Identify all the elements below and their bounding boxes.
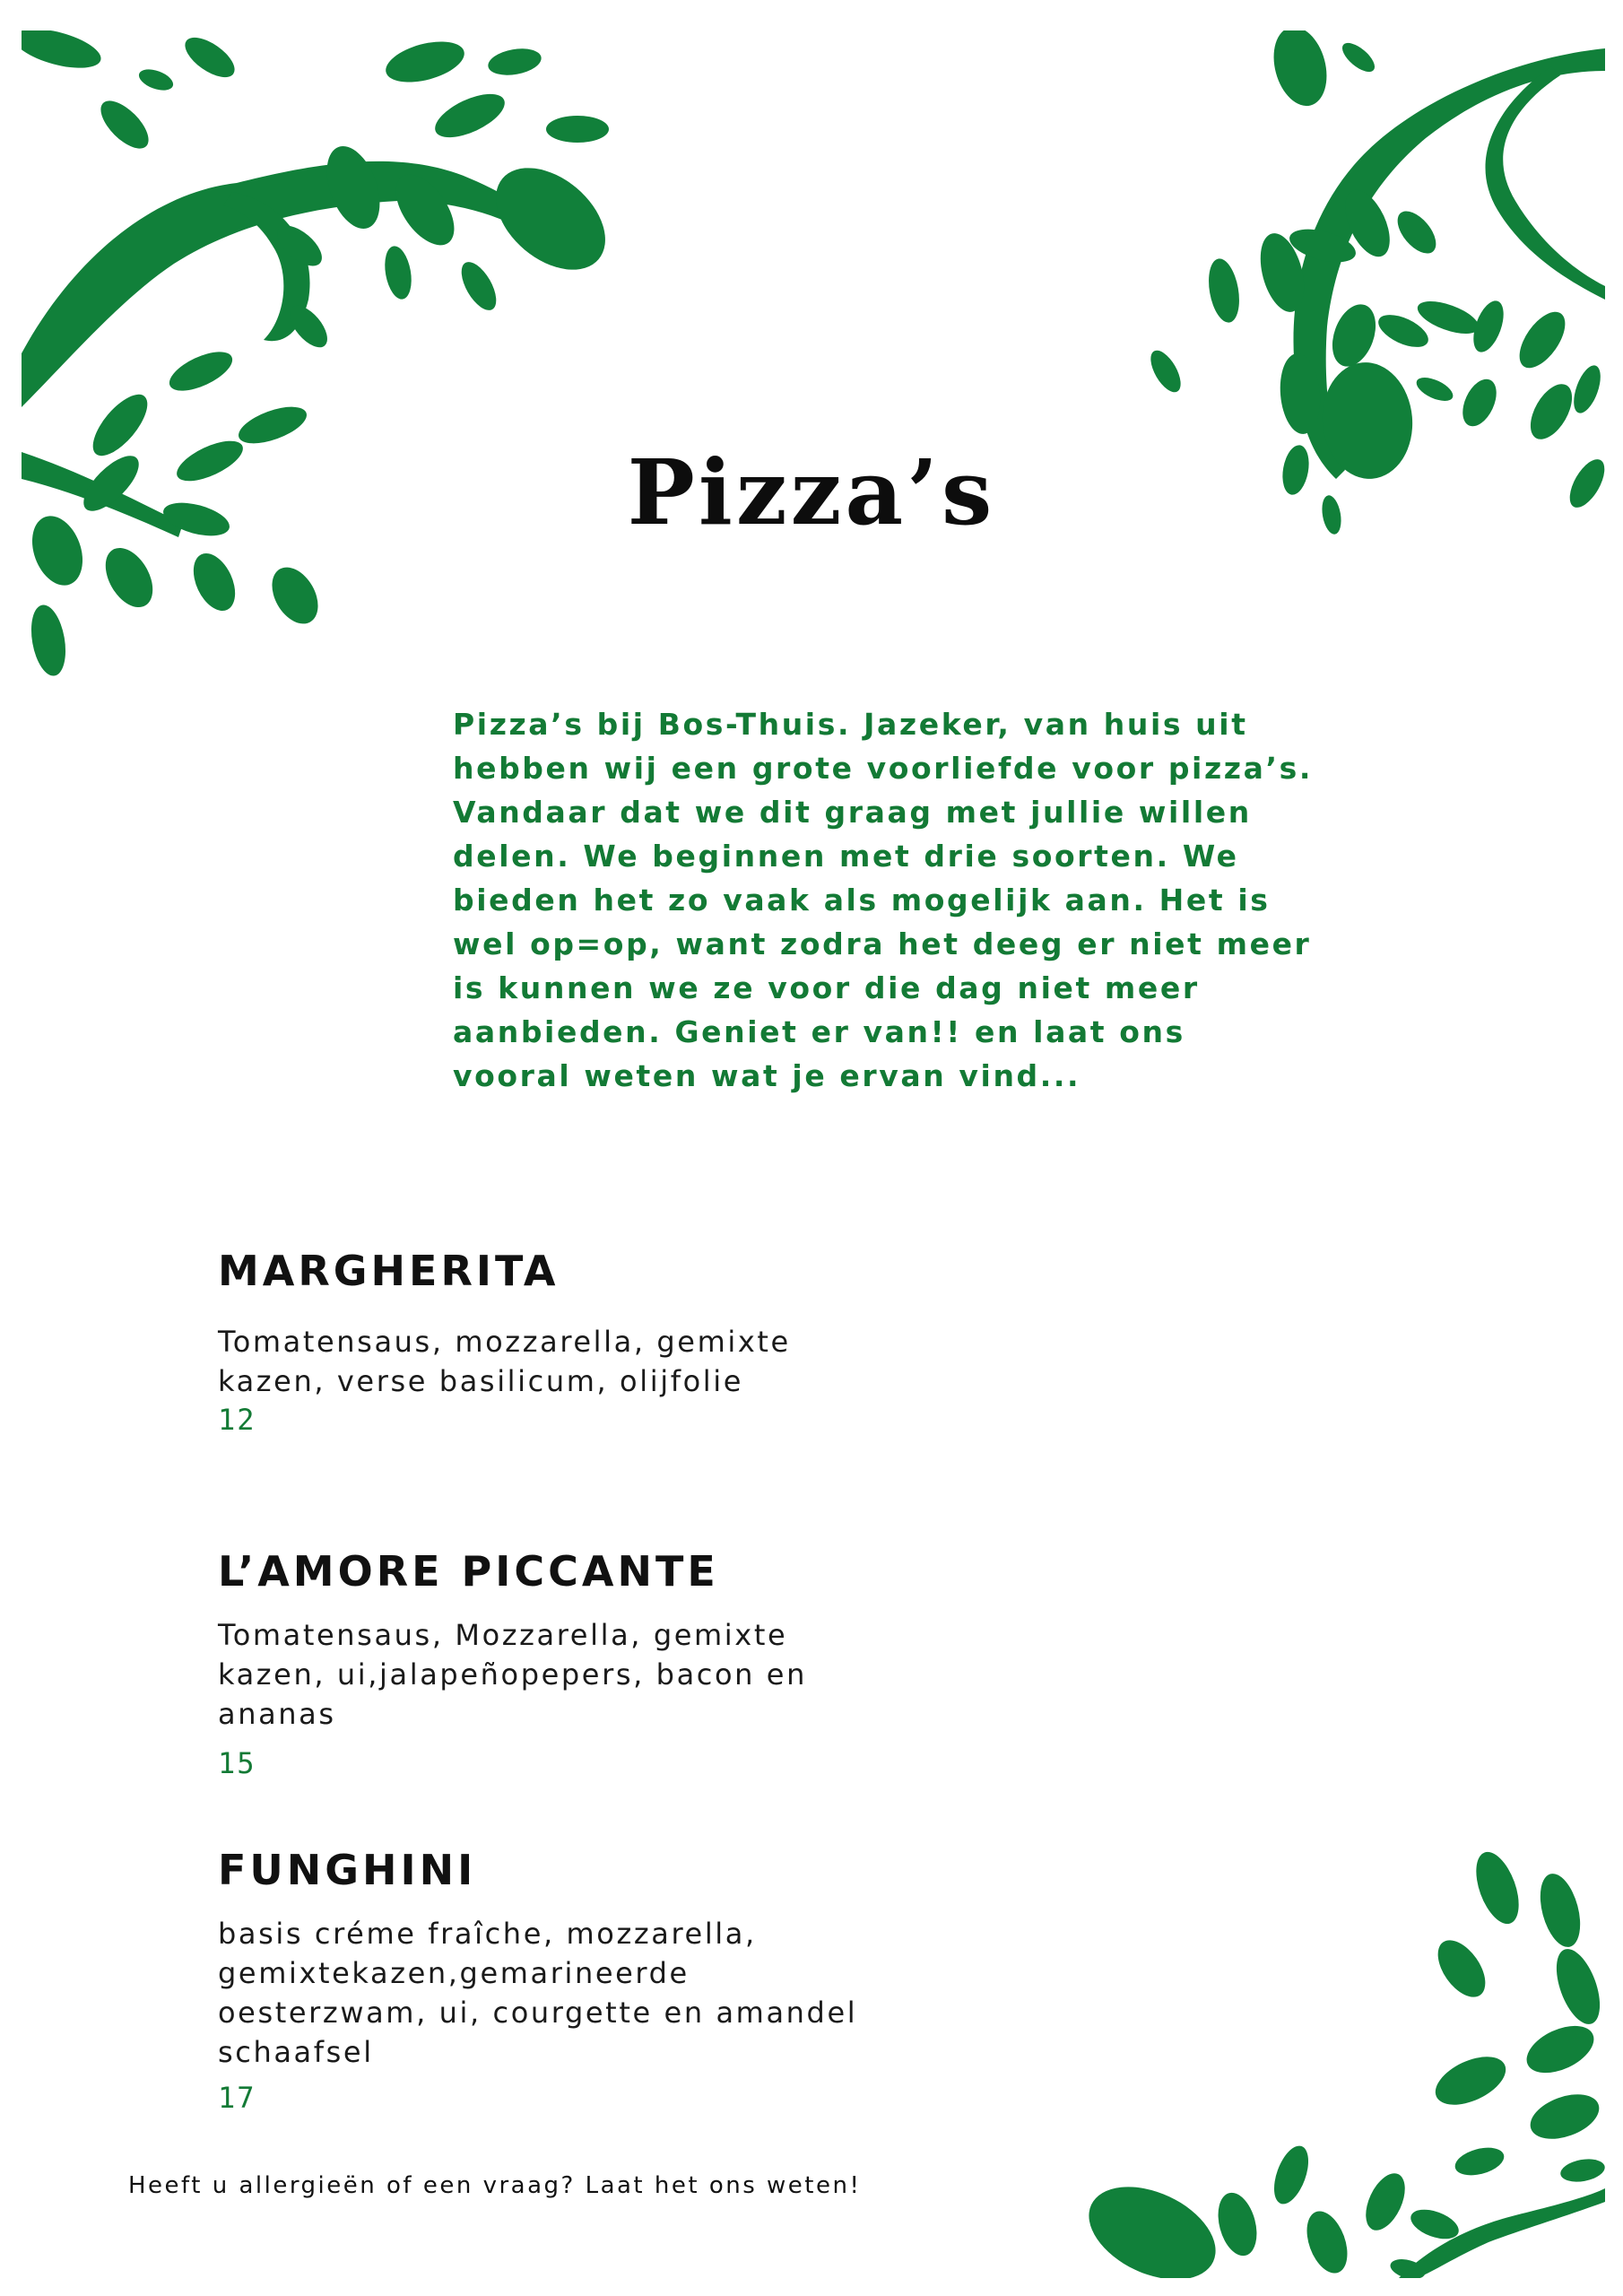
menu-item <box>218 1247 1025 1437</box>
item-price: 17 <box>218 2081 256 2115</box>
intro-text: Pizza’s bij Bos-Thuis. Jazeker, van huis uit hebben wij een grote voorliefde voor pizza’s. Vandaar dat we dit graag met jullie willen delen. We beginnen met drie soorten. We bieden het zo vaak als mogelijk aan. Het is wel op=op, want zodra het deeg er niet meer is kunnen we ze voor die dag niet meer aanbieden. Geniet er van!! en laat ons vooral weten wat je ervan vind... <box>453 707 1313 1093</box>
item-name: L’AMORE PICCANTE <box>218 1547 719 1596</box>
page-title: Pizza’s <box>627 439 996 545</box>
allergy-note: Heeft u allergieën of een vraag? Laat het ons weten! <box>128 2172 862 2199</box>
item-name: FUNGHINI <box>218 1846 477 1894</box>
item-name: MARGHERITA <box>218 1247 560 1295</box>
item-description: Tomatensaus, Mozzarella, gemixte kazen, ui,jalapeñopepers, bacon en ananas <box>218 1618 807 1731</box>
menu-item <box>218 1846 1025 2115</box>
leaves-bottom-right-icon <box>1076 1830 1605 2278</box>
item-description: Tomatensaus, mozzarella, gemixte kazen, verse basilicum, olijfolie <box>218 1325 791 1398</box>
leafy-branch-top-left-icon <box>22 30 613 694</box>
item-description: basis créme fraîche, mozzarella, gemixtekazen,gemarineerde oesterzwam, ui, courgette en amandel schaafsel <box>218 1917 858 2069</box>
menu-item <box>218 1547 1025 1780</box>
item-price: 15 <box>218 1746 256 1780</box>
item-price: 12 <box>218 1403 256 1437</box>
